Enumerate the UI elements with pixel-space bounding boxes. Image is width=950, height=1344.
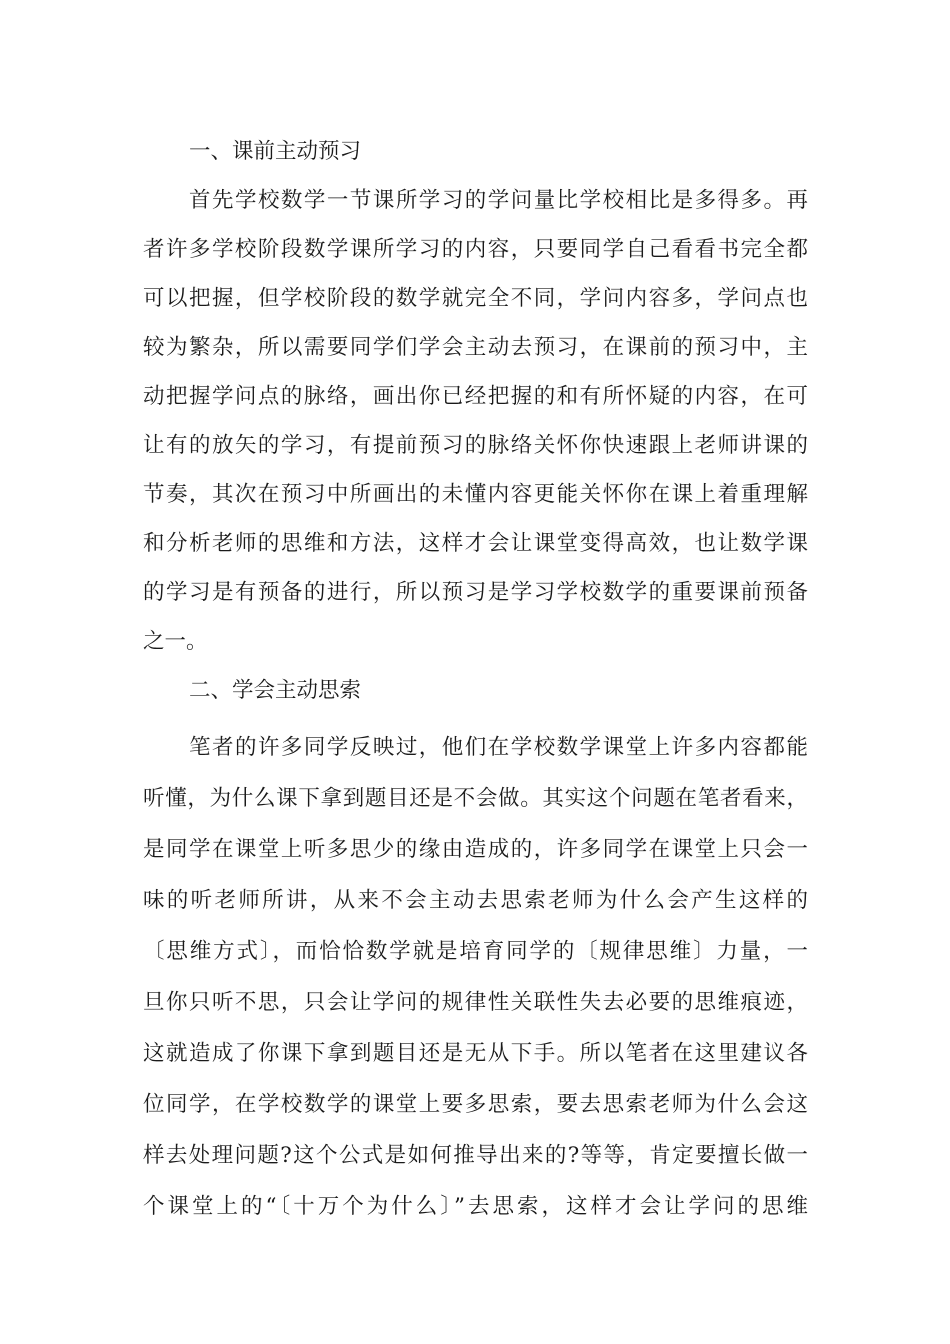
section-heading: 二、学会主动思索	[189, 678, 362, 703]
paragraph-line: 这就造成了你课下拿到题目还是无从下手。所以笔者在这里建议各	[143, 1041, 808, 1066]
paragraph-line: 旦你只听不思，只会让学问的规律性关联性失去必要的思维痕迹，	[143, 990, 808, 1015]
paragraph-line: 节奏，其次在预习中所画出的未懂内容更能关怀你在课上着重理解	[143, 482, 808, 507]
paragraph-line: 让有的放矢的学习，有提前预习的脉络关怀你快速跟上老师讲课的	[143, 433, 808, 458]
section-heading: 一、课前主动预习	[189, 139, 362, 164]
paragraph-line: 较为繁杂，所以需要同学们学会主动去预习，在课前的预习中，主	[143, 335, 808, 360]
paragraph-line: 样去处理问题?这个公式是如何推导出来的?等等，肯定要擅长做一	[143, 1143, 808, 1168]
paragraph-line: 之一。	[143, 629, 208, 654]
paragraph-line: 和分析老师的思维和方法，这样才会让课堂变得高效，也让数学课	[143, 531, 808, 556]
paragraph-line: 个课堂上的“〔十万个为什么〕”去思索，这样才会让学问的思维	[143, 1194, 808, 1219]
paragraph-line: 〔思维方式〕，而恰恰数学就是培育同学的〔规律思维〕力量，一	[143, 939, 808, 964]
paragraph-line: 听懂，为什么课下拿到题目还是不会做。其实这个问题在笔者看来，	[143, 786, 808, 811]
paragraph-line: 动把握学问点的脉络，画出你已经把握的和有所怀疑的内容，在可	[143, 384, 808, 409]
paragraph-line: 是同学在课堂上听多思少的缘由造成的，许多同学在课堂上只会一	[143, 837, 808, 862]
paragraph-line: 味的听老师所讲，从来不会主动去思索老师为什么会产生这样的	[143, 888, 808, 913]
paragraph-line: 首先学校数学一节课所学习的学问量比学校相比是多得多。再	[189, 188, 808, 213]
paragraph-line: 可以把握，但学校阶段的数学就完全不同，学问内容多，学问点也	[143, 286, 808, 311]
paragraph-line: 笔者的许多同学反映过，他们在学校数学课堂上许多内容都能	[189, 735, 808, 760]
paragraph-line: 位同学，在学校数学的课堂上要多思索，要去思索老师为什么会这	[143, 1092, 808, 1117]
paragraph-line: 者许多学校阶段数学课所学习的内容，只要同学自己看看书完全都	[143, 237, 808, 262]
paragraph-line: 的学习是有预备的进行，所以预习是学习学校数学的重要课前预备	[143, 580, 808, 605]
